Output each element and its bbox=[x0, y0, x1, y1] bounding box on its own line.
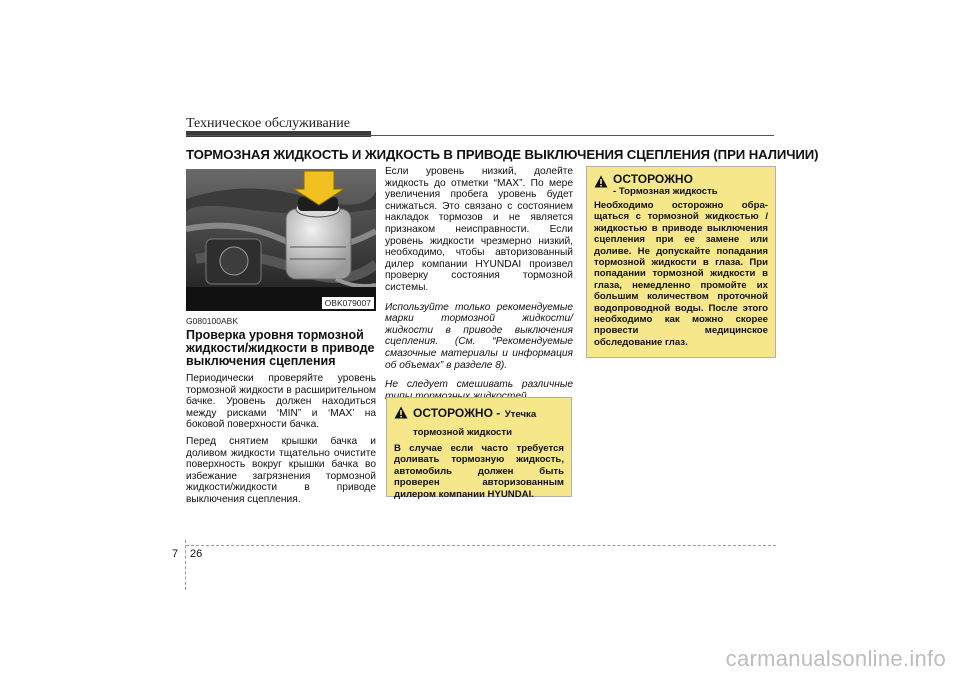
paragraph: Перед снятием крышки бачка и доливом жидкости тщательно очистите поверхность вокруг крышки бачка во избежание загрязнения тормозной жидкости/жидкости в приводе выключения сцепления. bbox=[186, 435, 376, 505]
header-bar bbox=[186, 131, 371, 137]
section-title: ТОРМОЗНАЯ ЖИДКОСТЬ И ЖИДКОСТЬ В ПРИВОДЕ ВЫКЛЮЧЕНИЯ СЦЕПЛЕНИЯ (ПРИ НАЛИЧИИ) bbox=[186, 147, 819, 162]
chapter-number: 7 bbox=[172, 548, 179, 560]
chapter-title: Техническое обслуживание bbox=[186, 116, 350, 131]
warning-header bbox=[594, 173, 768, 197]
engine-bay-illustration bbox=[186, 169, 376, 311]
paragraph: Если уровень низкий, долейте жидкость до отметки “MAX”. По мере увеличения пробега уровень будет снижаться. Это связано с состоянием накладок тормозов и не является признаком неисправности. Если уровень жидкости чрезмерно низкий, необходимо, чтобы авторизованный дилер компании HYUNDAI произвел проверку состояния тормозной системы. bbox=[385, 166, 573, 293]
subheading: Проверка уровня тормозной жидкости/жидкости в приводе выключения сцепления bbox=[186, 328, 375, 368]
section-code: G080100ABK bbox=[186, 316, 238, 326]
warning-triangle-icon bbox=[394, 406, 408, 419]
paragraph: Периодически проверяйте уровень тормозной жидкости в расширительном бачке. Уровень должен находиться между рисками ‘MIN” и ‘MAX’ на боковой поверхности бачка. bbox=[186, 373, 376, 431]
warning-title: ОСТОРОЖНО bbox=[613, 172, 693, 186]
warning-subtitle: Утечка bbox=[504, 409, 537, 420]
footer-vertical-divider bbox=[185, 540, 186, 590]
warning-text: Необходимо осторожно обра-щаться с тормозной жидкостью / жидкостью в приводе выключения сцепления при ее замене или доливе. Не допускайте попадания тормозной жидкости в глаза. При попадании тормозной жидкости в глаза, немедленно промойте их большим количеством проточной водопроводной воды. После этого необходимо как можно скорее провести медицинское обследование глаз. bbox=[594, 200, 768, 348]
warning-box-leak bbox=[386, 397, 572, 500]
header-divider bbox=[186, 135, 774, 136]
left-column bbox=[186, 316, 376, 511]
footer-divider bbox=[186, 545, 776, 546]
warning-subtitle: тормозной жидкости bbox=[413, 427, 512, 438]
engine-bay-photo bbox=[186, 169, 376, 311]
page-number: 26 bbox=[190, 548, 203, 560]
warning-subtitle: - Тормозная жидкость bbox=[613, 186, 718, 197]
warning-triangle-icon bbox=[594, 175, 608, 188]
paragraph-italic: Используйте только рекомендуемые марки тормозной жидкости/ жидкости в приводе выключения сцепления. (См. “Рекомендуемые смазочные материалы и информация об объемах” в разделе 8). bbox=[385, 301, 573, 371]
warning-text: В случае если часто требуется доливать тормозную жидкость, автомобиль должен быть проверен авторизованным дилером компании HYUNDAI. bbox=[394, 443, 564, 500]
watermark: carmanualsonline.info bbox=[725, 646, 946, 671]
paragraph-italic: Не следует смешивать различные bbox=[385, 379, 573, 391]
warning-header bbox=[394, 404, 564, 440]
warning-title: ОСТОРОЖНО - bbox=[413, 406, 501, 420]
middle-column bbox=[385, 166, 573, 407]
warning-box-brake-fluid bbox=[586, 166, 776, 358]
photo-code: OBK079007 bbox=[322, 297, 374, 309]
